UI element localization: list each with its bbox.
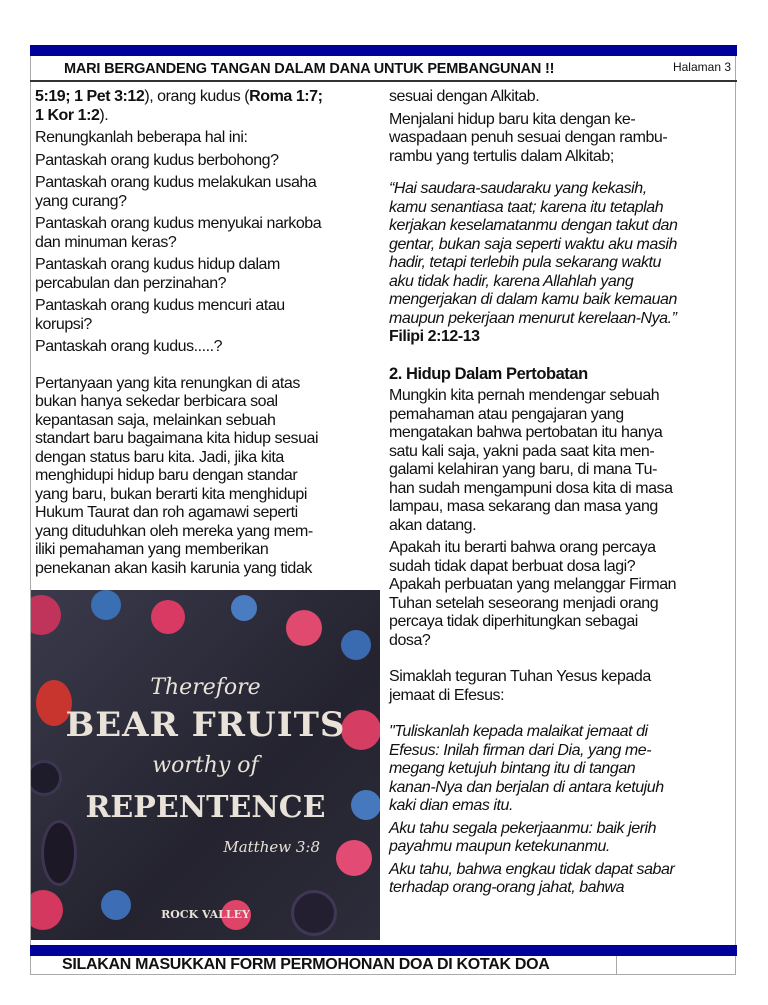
header-title: MARI BERGANDENG TANGAN DALAM DANA UNTUK PEMBANGUNAN !!	[64, 61, 555, 77]
paragraph: Mungkin kita pernah mendengar sebuah pemahaman atau pengajaran yang mengatakan bahwa pertobatan itu hanya satu kali saja, yakni pada saat kita men- galami kelahiran yang baru, di mana Tu- han sudah mengampuni dosa kita di masa lampau, masa sekarang dan masa yang akan datang.	[389, 387, 673, 534]
paragraph: Renungkanlah beberapa hal ini:	[35, 129, 248, 146]
left-column	[35, 88, 380, 582]
page-header	[30, 56, 737, 82]
image-text-repentence: REPENTENCE	[85, 790, 326, 825]
right-column	[389, 88, 737, 902]
question-item: Pantaskah orang kudus melakukan usaha yang curang?	[35, 174, 317, 210]
image-text-bear-fruits: BEAR FRUITS	[65, 705, 346, 745]
paragraph-refs	[35, 88, 380, 125]
scripture-quote: “Hai saudara-saudaraku yang kekasih, kamu senantiasa taat; karena itu tetaplah kerjakan keselamatanmu dengan takut dan gentar, bukan saja seperti waktu aku masih hadir, tetapi terlebih pula sekarang waktu aku tidak hadir, karena Allahlah yang mengerjakan di dalam kamu baik kemauan maupun pekerjaan menurut kerelaan-Nya.”	[389, 180, 678, 327]
rock-valley-logo: ROCK VALLEY	[161, 908, 250, 921]
scripture-reference: Filipi 2:12-13	[389, 328, 480, 345]
paragraph: Apakah itu berarti bahwa orang percaya sudah tidak dapat berbuat dosa lagi? Apakah perbuatan yang melanggar Firman Tuhan setelah seseorang menjadi orang percaya tidak diperhitungkan sebagai dosa?	[389, 539, 677, 649]
image-text-verse: Matthew 3:8	[223, 838, 320, 856]
ref-text: ).	[99, 106, 109, 124]
question-item: Pantaskah orang kudus.....?	[35, 338, 223, 355]
question-item: Pantaskah orang kudus hidup dalam percabulan dan perzinahan?	[35, 256, 280, 292]
image-text-therefore: Therefore	[150, 675, 261, 700]
repentence-image	[31, 590, 380, 940]
paragraph: Menjalani hidup baru kita dengan ke- waspadaan penuh sesuai dengan rambu- rambu yang tertulis dalam Alkitab;	[389, 110, 668, 165]
paragraph: Simaklah teguran Tuhan Yesus kepada jemaat di Efesus:	[389, 668, 651, 704]
ref-bold: Roma 1:7; 1 Kor 1:2	[35, 88, 323, 124]
footer-text: SILAKAN MASUKKAN FORM PERMOHONAN DOA DI KOTAK DOA	[62, 956, 550, 973]
paragraph: Pertanyaan yang kita renungkan di atas bukan hanya sekedar berbicara soal kepantasan saja, melainkan sebuah standart baru bagaimana kita hidup sesuai dengan status baru kita. Jadi, jika kita menghidupi hidup baru dengan standar yang baru, bukan berarti kita menghidupi Hukum Taurat dan roh agamawi seperti yang dituduhkan oleh mereka yang mem- iliki pemahaman yang memberikan penekanan akan kasih karunia yang tidak	[35, 374, 319, 577]
page-footer	[30, 956, 737, 975]
scripture-quote: "Tuliskanlah kepada malaikat jemaat di Efesus: Inilah firman dari Dia, yang me- megang ketujuh bintang itu di tangan kanan-Nya dan berjalan di antara ketujuh kaki dian emas itu.	[389, 723, 664, 814]
footer-divider	[616, 956, 617, 975]
question-item: Pantaskah orang kudus menyukai narkoba dan minuman keras?	[35, 215, 322, 251]
paragraph: sesuai dengan Alkitab.	[389, 88, 540, 105]
section-heading: 2. Hidup Dalam Pertobatan	[389, 364, 588, 383]
question-item: Pantaskah orang kudus berbohong?	[35, 151, 279, 169]
image-text-worthy: worthy of	[152, 753, 259, 778]
ref-bold: 5:19; 1 Pet 3:12	[35, 88, 145, 105]
scripture-quote: Aku tahu segala pekerjaanmu: baik jerih payahmu maupun ketekunanmu.	[389, 819, 657, 855]
scripture-quote: Aku tahu, bahwa engkau tidak dapat sabar terhadap orang-orang jahat, bahwa	[389, 860, 675, 896]
page-number: Halaman 3	[672, 60, 731, 74]
bottom-blue-bar	[30, 945, 737, 956]
top-blue-bar	[30, 45, 737, 56]
ref-text: ), orang kudus (	[144, 88, 250, 105]
question-item: Pantaskah orang kudus mencuri atau korupsi?	[35, 297, 285, 333]
